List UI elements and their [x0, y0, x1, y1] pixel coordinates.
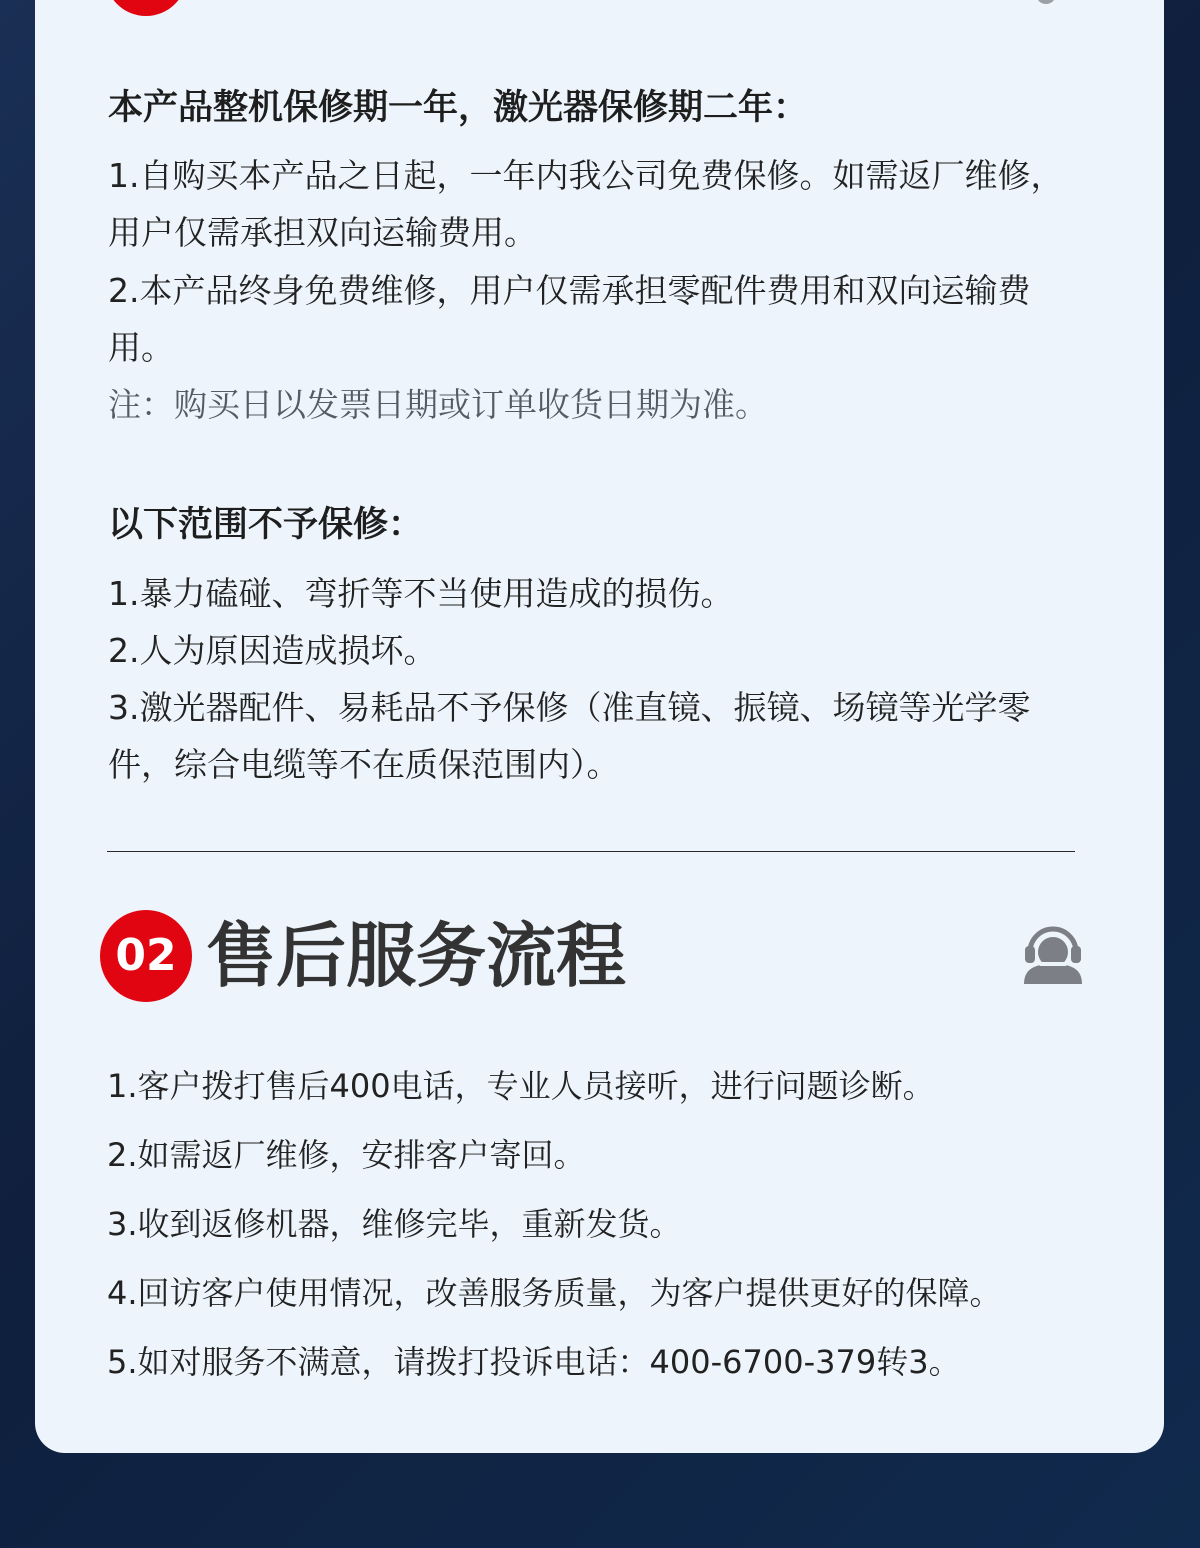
warranty-note: 注：购买日以发票日期或订单收货日期为准。 — [108, 385, 768, 424]
exclusion-item-3: 3.激光器配件、易耗品不予保修（准直镜、振镜、场镜等光学零件，综合电缆等不在质保范围内）。 — [108, 688, 1031, 784]
warranty-item-2: 2.本产品终身免费维修，用户仅需承担零配件费用和双向运输费用。 — [108, 271, 1031, 367]
section-number-badge: 02 — [100, 910, 192, 1002]
exclusions-title: 以下范围不予保修： — [108, 505, 424, 545]
service-step-4: 4.回访客户使用情况，改善服务质量，为客户提供更好的保障。 — [107, 1274, 1002, 1312]
warranty-title: 本产品整机保修期一年，激光器保修期二年： — [108, 88, 809, 128]
service-step-3: 3.收到返修机器，维修完毕，重新发货。 — [107, 1205, 682, 1243]
service-step-1: 1.客户拨打售后400电话，专业人员接听，进行问题诊断。 — [107, 1067, 935, 1105]
exclusion-item-2: 2.人为原因造成损坏。 — [108, 631, 437, 670]
service-step-2: 2.如需返厂维修，安排客户寄回。 — [107, 1136, 586, 1174]
service-title: 售后服务流程 — [206, 915, 626, 997]
section-divider — [107, 851, 1075, 852]
service-step-5: 5.如对服务不满意，请拨打投诉电话：400-6700-379转3。 — [107, 1343, 961, 1381]
customer-service-icon — [1022, 924, 1084, 984]
exclusion-item-1: 1.暴力磕碰、弯折等不当使用造成的损伤。 — [108, 574, 734, 613]
warranty-item-1: 1.自购买本产品之日起，一年内我公司免费保修。如需返厂维修，用户仅需承担双向运输费用。 — [108, 156, 1064, 252]
